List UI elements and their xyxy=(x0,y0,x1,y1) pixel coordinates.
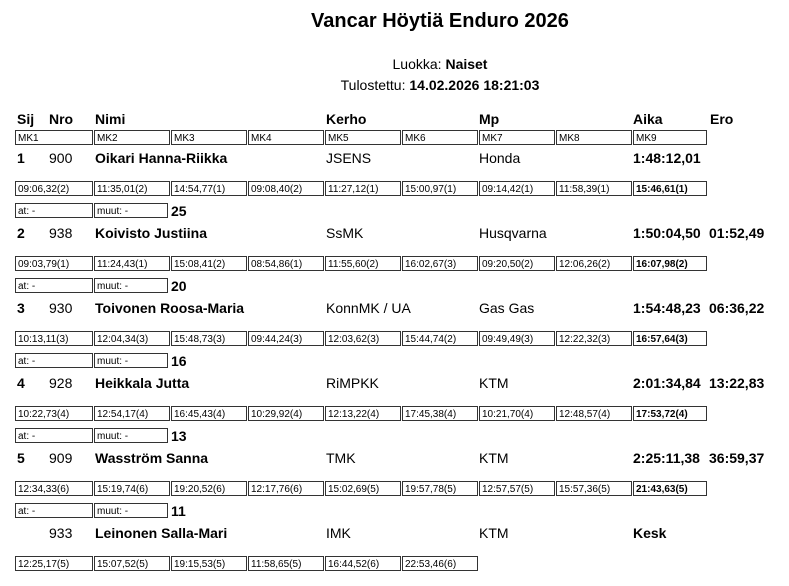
stage-time-mk5: 11:55,60(2) xyxy=(325,256,401,271)
class-value: Naiset xyxy=(445,56,488,72)
stage-time-mk5: 15:02,69(5) xyxy=(325,481,401,496)
stage-time-mk2: 11:35,01(2) xyxy=(94,181,170,196)
stage-time-mk9: 16:07,98(2) xyxy=(633,256,707,271)
rider-number: 930 xyxy=(49,300,73,316)
stage-time-mk1: 12:25,17(5) xyxy=(15,556,93,571)
stage-time-mk8: 12:22,32(3) xyxy=(556,331,632,346)
rider-rank: 5 xyxy=(17,450,25,466)
stage-time-mk3: 16:45,43(4) xyxy=(171,406,247,421)
stage-time-mk9: 21:43,63(5) xyxy=(633,481,707,496)
stage-time-mk2: 15:07,52(5) xyxy=(94,556,170,571)
stage-time-mk7: 10:21,70(4) xyxy=(479,406,555,421)
header-sij: Sij xyxy=(17,111,35,127)
stage-time-mk3: 19:15,53(5) xyxy=(171,556,247,571)
rider-bike: KTM xyxy=(479,450,509,466)
stage-time-mk4: 09:08,40(2) xyxy=(248,181,324,196)
rider-club: SsMK xyxy=(326,225,364,241)
header-nimi: Nimi xyxy=(95,111,126,127)
stage-time-mk8: 15:57,36(5) xyxy=(556,481,632,496)
rider-club: KonnMK / UA xyxy=(326,300,411,316)
stage-time-mk1: 12:34,33(6) xyxy=(15,481,93,496)
rider-gap: 06:36,22 xyxy=(709,300,765,316)
stage-time-mk7: 12:57,57(5) xyxy=(479,481,555,496)
printed-line xyxy=(0,77,789,93)
rider-muut: muut: - xyxy=(94,278,168,293)
rider-points: 16 xyxy=(171,353,187,369)
stage-header-mk7: MK7 xyxy=(479,130,555,145)
stage-time-mk1: 10:13,11(3) xyxy=(15,331,93,346)
stage-time-mk6: 17:45,38(4) xyxy=(402,406,478,421)
stage-header-mk1: MK1 xyxy=(15,130,93,145)
stage-time-mk6: 15:00,97(1) xyxy=(402,181,478,196)
stage-time-mk3: 15:48,73(3) xyxy=(171,331,247,346)
rider-total-time: 2:01:34,84 xyxy=(633,375,701,391)
rider-total-time: 1:48:12,01 xyxy=(633,150,701,166)
rider-at: at: - xyxy=(15,203,93,218)
rider-number: 900 xyxy=(49,150,73,166)
header-nro: Nro xyxy=(49,111,74,127)
stage-time-mk7: 09:20,50(2) xyxy=(479,256,555,271)
stage-time-mk6: 22:53,46(6) xyxy=(402,556,478,571)
rider-club: RiMPKK xyxy=(326,375,379,391)
rider-at: at: - xyxy=(15,353,93,368)
rider-bike: KTM xyxy=(479,525,509,541)
stage-time-mk4: 10:29,92(4) xyxy=(248,406,324,421)
rider-rank: 1 xyxy=(17,150,25,166)
stage-header-mk2: MK2 xyxy=(94,130,170,145)
rider-rank: 3 xyxy=(17,300,25,316)
rider-number: 928 xyxy=(49,375,73,391)
stage-time-mk3: 19:20,52(6) xyxy=(171,481,247,496)
rider-rank: 4 xyxy=(17,375,25,391)
stage-time-mk9: 15:46,61(1) xyxy=(633,181,707,196)
rider-total-time: 1:50:04,50 xyxy=(633,225,701,241)
rider-club: IMK xyxy=(326,525,351,541)
stage-time-mk4: 08:54,86(1) xyxy=(248,256,324,271)
rider-points: 20 xyxy=(171,278,187,294)
stage-header-mk5: MK5 xyxy=(325,130,401,145)
rider-bike: Husqvarna xyxy=(479,225,547,241)
stage-time-mk5: 12:03,62(3) xyxy=(325,331,401,346)
rider-bike: Honda xyxy=(479,150,521,166)
rider-name: Koivisto Justiina xyxy=(95,225,208,241)
stage-time-mk6: 19:57,78(5) xyxy=(402,481,478,496)
stage-header-mk4: MK4 xyxy=(248,130,324,145)
rider-bike: Gas Gas xyxy=(479,300,535,316)
rider-club: JSENS xyxy=(326,150,372,166)
stage-time-mk5: 11:27,12(1) xyxy=(325,181,401,196)
rider-gap: 01:52,49 xyxy=(709,225,765,241)
header-kerho: Kerho xyxy=(326,111,367,127)
stage-time-mk6: 15:44,74(2) xyxy=(402,331,478,346)
rider-bike: KTM xyxy=(479,375,509,391)
rider-at: at: - xyxy=(15,428,93,443)
rider-points: 25 xyxy=(171,203,187,219)
stage-time-mk8: 11:58,39(1) xyxy=(556,181,632,196)
stage-time-mk1: 09:06,32(2) xyxy=(15,181,93,196)
stage-time-mk3: 14:54,77(1) xyxy=(171,181,247,196)
rider-total-time: 2:25:11,38 xyxy=(633,450,700,466)
stage-time-mk9: 17:53,72(4) xyxy=(633,406,707,421)
rider-name: Wasström Sanna xyxy=(95,450,209,466)
rider-name: Toivonen Roosa-Maria xyxy=(95,300,245,316)
stage-time-mk8: 12:48,57(4) xyxy=(556,406,632,421)
rider-muut: muut: - xyxy=(94,203,168,218)
stage-time-mk5: 12:13,22(4) xyxy=(325,406,401,421)
rider-total-time: Kesk xyxy=(633,525,667,541)
header-mp: Mp xyxy=(479,111,500,127)
printed-value: 14.02.2026 18:21:03 xyxy=(409,77,540,93)
rider-number: 938 xyxy=(49,225,73,241)
stage-time-mk2: 11:24,43(1) xyxy=(94,256,170,271)
rider-points: 13 xyxy=(171,428,187,444)
stage-time-mk9: 16:57,64(3) xyxy=(633,331,707,346)
page-title: Vancar Höytiä Enduro 2026 xyxy=(311,10,569,32)
rider-rank: 2 xyxy=(17,225,25,241)
stage-time-mk1: 09:03,79(1) xyxy=(15,256,93,271)
stage-time-mk7: 09:49,49(3) xyxy=(479,331,555,346)
rider-name: Leinonen Salla-Mari xyxy=(95,525,228,541)
stage-time-mk2: 15:19,74(6) xyxy=(94,481,170,496)
stage-time-mk5: 16:44,52(6) xyxy=(325,556,401,571)
stage-time-mk3: 15:08,41(2) xyxy=(171,256,247,271)
stage-time-mk6: 16:02,67(3) xyxy=(402,256,478,271)
rider-number: 933 xyxy=(49,525,73,541)
stage-time-mk2: 12:04,34(3) xyxy=(94,331,170,346)
class-line xyxy=(0,56,789,72)
rider-gap: 36:59,37 xyxy=(709,450,765,466)
stage-time-mk2: 12:54,17(4) xyxy=(94,406,170,421)
stage-time-mk1: 10:22,73(4) xyxy=(15,406,93,421)
rider-total-time: 1:54:48,23 xyxy=(633,300,701,316)
rider-number: 909 xyxy=(49,450,73,466)
printed-label: Tulostettu: xyxy=(340,77,406,93)
rider-club: TMK xyxy=(326,450,356,466)
header-aika: Aika xyxy=(633,111,663,127)
stage-time-mk4: 12:17,76(6) xyxy=(248,481,324,496)
stage-header-mk8: MK8 xyxy=(556,130,632,145)
rider-gap: 13:22,83 xyxy=(709,375,765,391)
rider-muut: muut: - xyxy=(94,353,168,368)
stage-header-mk3: MK3 xyxy=(171,130,247,145)
rider-muut: muut: - xyxy=(94,428,168,443)
rider-name: Heikkala Jutta xyxy=(95,375,190,391)
rider-at: at: - xyxy=(15,278,93,293)
stage-time-mk8: 12:06,26(2) xyxy=(556,256,632,271)
rider-name: Oikari Hanna-Riikka xyxy=(95,150,228,166)
header-ero: Ero xyxy=(710,111,734,127)
stage-header-mk9: MK9 xyxy=(633,130,707,145)
rider-at: at: - xyxy=(15,503,93,518)
stage-time-mk7: 09:14,42(1) xyxy=(479,181,555,196)
class-label: Luokka: xyxy=(392,56,442,72)
rider-muut: muut: - xyxy=(94,503,168,518)
stage-time-mk4: 11:58,65(5) xyxy=(248,556,324,571)
stage-time-mk4: 09:44,24(3) xyxy=(248,331,324,346)
stage-header-mk6: MK6 xyxy=(402,130,478,145)
rider-points: 11 xyxy=(171,503,186,519)
